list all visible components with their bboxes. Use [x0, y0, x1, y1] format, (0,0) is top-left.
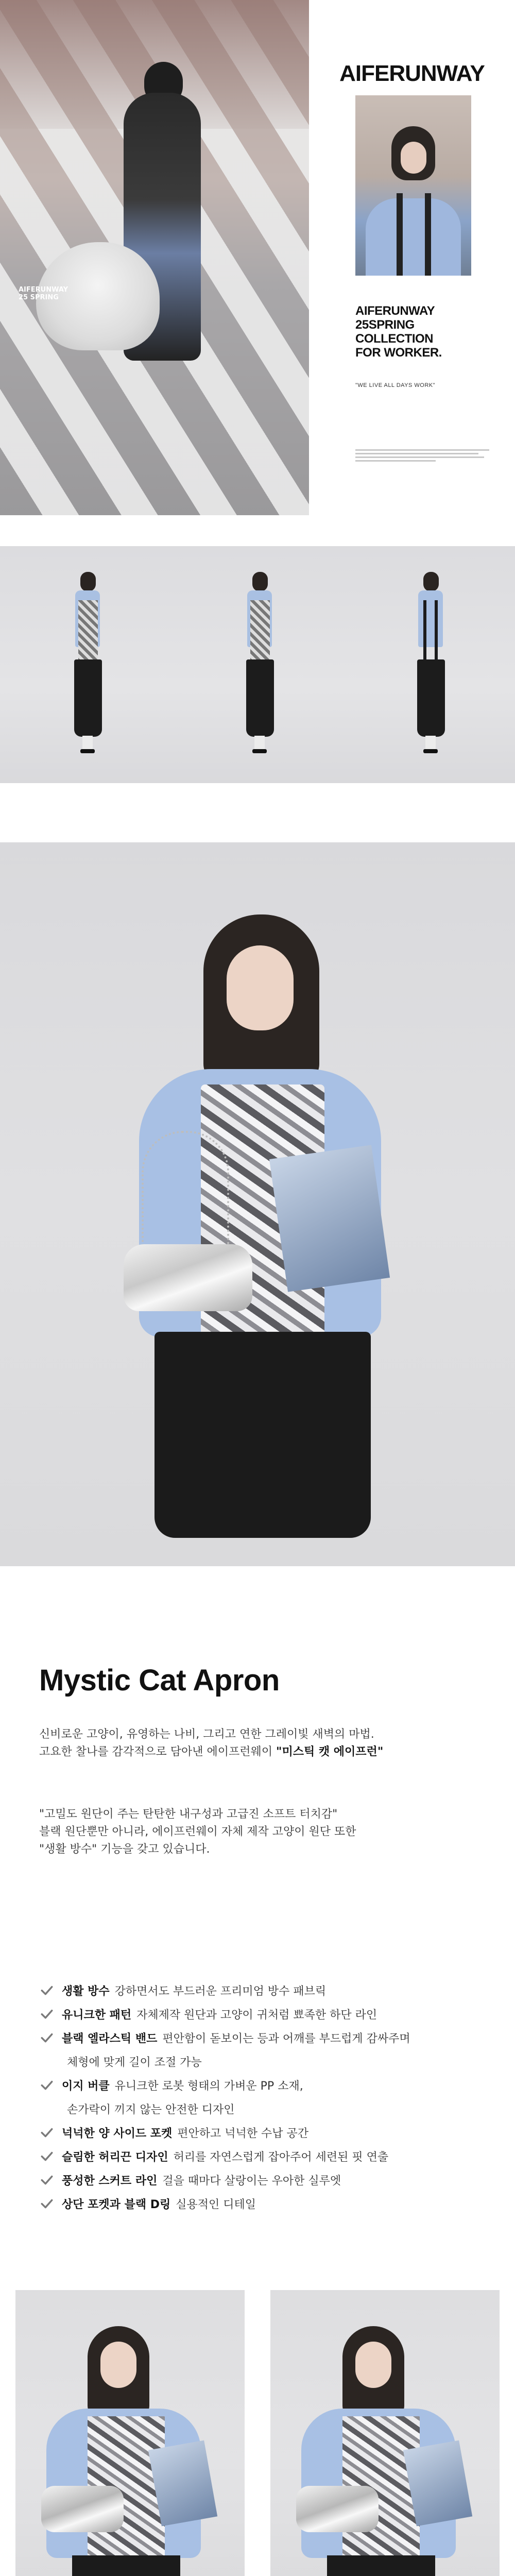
feature-description: 실용적인 디테일 — [176, 2198, 256, 2211]
fine-print-block — [355, 449, 489, 467]
checkmark-icon — [39, 2030, 55, 2045]
model-figure — [245, 572, 274, 752]
look-back-photo — [343, 546, 515, 783]
brand-logo-text: AIFERUNWAY — [339, 61, 485, 86]
hero-portrait-photo — [355, 95, 471, 276]
model-figure — [416, 572, 445, 752]
bag-chain — [142, 1131, 229, 1255]
detail-line: "고밀도 원단이 주는 탄탄한 내구성과 고급진 소프트 터치감" — [39, 1808, 338, 1821]
feature-description: 유니크한 로봇 형태의 가벼운 PP 소재, — [114, 2079, 303, 2093]
feature-keyword: 이지 버클 — [62, 2079, 110, 2093]
checkmark-icon — [39, 2006, 55, 2022]
feature-keyword: 풍성한 스커트 라인 — [62, 2174, 158, 2188]
feature-description: 걸을 때마다 살랑이는 우아한 실루엣 — [162, 2174, 341, 2188]
model-face — [227, 945, 294, 1030]
hero-editorial-panel — [309, 0, 515, 515]
feature-description: 자체제작 원단과 고양이 귀처럼 뾰족한 하단 라인 — [136, 2008, 377, 2022]
feature-item — [39, 2144, 492, 2168]
product-name-highlight: "미스틱 캣 에이프런" — [276, 1745, 384, 1758]
feature-item — [39, 2121, 492, 2144]
checkmark-icon — [39, 2101, 55, 2116]
apron-strap — [397, 193, 403, 276]
feature-item — [39, 2168, 492, 2192]
hero-street-photo — [0, 0, 309, 515]
feature-list — [39, 1978, 492, 2215]
feature-description: 편안함이 돋보이는 등과 어깨를 부드럽게 감싸주며 — [162, 2032, 410, 2045]
photo-caption-line: AIFERUNWAY — [19, 286, 68, 294]
look-front-photo — [0, 546, 172, 783]
detail-line: 블랙 원단뿐만 아니라, 에이프런웨이 자체 제작 고양이 원단 또한 — [39, 1825, 356, 1838]
photo-caption-line: 25 SPRING — [19, 294, 59, 301]
silver-bag — [296, 2486, 379, 2532]
model-figure — [73, 572, 102, 752]
checkmark-icon — [39, 1982, 55, 1998]
portrait-face — [401, 142, 426, 174]
feature-keyword: 생활 방수 — [62, 1985, 110, 1998]
silver-bag — [41, 2486, 124, 2532]
headline-line: FOR WORKER. — [355, 346, 442, 360]
feature-description: 손가락이 끼지 않는 안전한 디자인 — [67, 2103, 235, 2116]
portrait-shirt — [366, 198, 461, 276]
feature-item — [39, 1978, 492, 2002]
grid-photo-2 — [270, 2290, 500, 2576]
headline-line: 25SPRING COLLECTION — [355, 318, 433, 346]
feature-item — [39, 2073, 492, 2097]
hero-section — [0, 0, 515, 515]
checkmark-icon — [39, 2125, 55, 2140]
checkmark-icon — [39, 2054, 55, 2069]
product-description-section — [0, 1571, 515, 2241]
feature-description: 허리를 자연스럽게 잡아주어 세련된 핏 연출 — [173, 2150, 389, 2164]
checkmark-icon — [39, 2077, 55, 2093]
feature-description: 편안하고 넉넉한 수납 공간 — [177, 2127, 309, 2140]
product-title: Mystic Cat Apron — [39, 1664, 280, 1697]
look-side-photo — [172, 546, 344, 783]
intro-paragraph — [39, 1726, 482, 1761]
three-view-strip — [0, 546, 515, 783]
checkmark-icon — [39, 2148, 55, 2164]
grid-photo-1 — [15, 2290, 245, 2576]
feature-item — [39, 2026, 492, 2049]
checkmark-icon — [39, 2196, 55, 2211]
silver-bag — [124, 1244, 252, 1311]
feature-item — [39, 2049, 492, 2073]
intro-line — [39, 1743, 482, 1761]
intro-line: 신비로운 고양이, 유영하는 나비, 그리고 연한 그레이빛 새벽의 마법. — [39, 1728, 374, 1741]
feature-description: 강하면서도 부드러운 프리미엄 방수 패브릭 — [114, 1985, 327, 1998]
headline-line: AIFERUNWAY — [355, 304, 435, 318]
collection-headline — [355, 304, 479, 360]
feature-keyword: 슬림한 허리끈 디자인 — [62, 2150, 168, 2164]
detail-line: "생활 방수" 기능을 갖고 있습니다. — [39, 1843, 210, 1856]
detail-paragraph — [39, 1806, 482, 1858]
feature-description: 체형에 맞게 길이 조절 가능 — [67, 2056, 202, 2069]
photo-caption — [19, 286, 68, 301]
feature-keyword: 블랙 엘라스틱 밴드 — [62, 2032, 158, 2045]
feature-keyword: 유니크한 패턴 — [62, 2008, 132, 2022]
feature-item — [39, 2002, 492, 2026]
feature-keyword: 상단 포켓과 블랙 D링 — [62, 2198, 171, 2211]
main-product-photo — [0, 842, 515, 1566]
feature-item — [39, 2097, 492, 2121]
apron-strap — [425, 193, 431, 276]
magazine — [269, 1145, 390, 1292]
black-skirt — [154, 1332, 371, 1538]
feature-item — [39, 2192, 492, 2215]
feature-keyword: 넉넉한 양 사이드 포켓 — [62, 2127, 173, 2140]
intro-text: 고요한 찰나를 감각적으로 담아낸 에이프런웨이 — [39, 1745, 277, 1758]
collection-quote: "WE LIVE ALL DAYS WORK" — [355, 382, 436, 388]
checkmark-icon — [39, 2172, 55, 2188]
